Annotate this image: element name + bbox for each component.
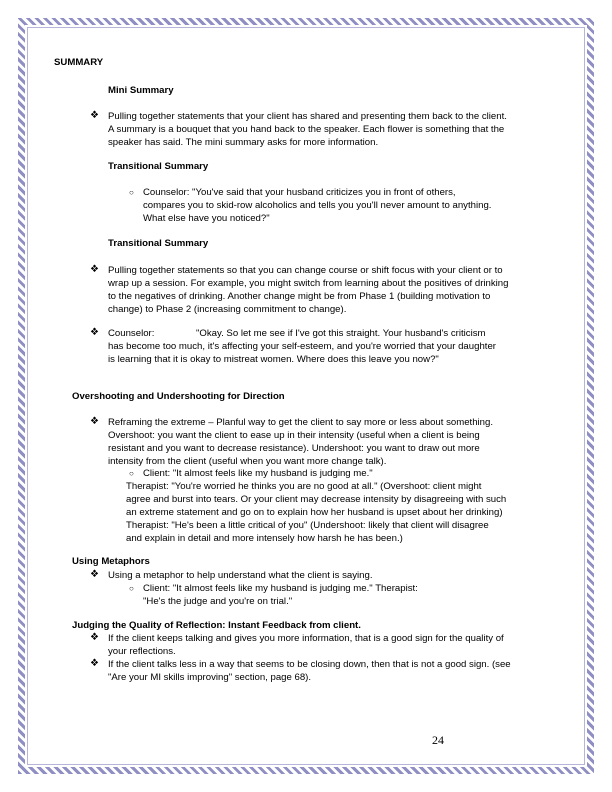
overshooting-heading: Overshooting and Undershooting for Direction <box>72 391 285 402</box>
transitional-line-4: change) to Phase 2 (increasing commitment to change). <box>108 304 347 315</box>
metaphors-heading: Using Metaphors <box>72 556 150 567</box>
overshooting-client-line: Client: "It almost feels like my husband is judging me." <box>143 468 373 479</box>
diamond-bullet-icon: ❖ <box>90 569 99 580</box>
judging-line-2: your reflections. <box>108 646 176 657</box>
transitional-example-line-1: Counselor: "You've said that your husband criticizes you in front of others, <box>143 187 456 198</box>
diamond-bullet-icon: ❖ <box>90 632 99 643</box>
judging-line-1: If the client keeps talking and gives you more information, that is a good sign for the quality of <box>108 633 504 644</box>
counselor-quote-line-2: has become too much, it's affecting your self-esteem, and you're worried that your daughter <box>108 341 496 352</box>
overshooting-example-line-4: Therapist: "He's been a little critical of you" (Undershoot: likely that client will disagree <box>126 520 489 531</box>
transitional-example-line-3: What else have you noticed?" <box>143 213 270 224</box>
overshooting-line-1: Reframing the extreme – Planful way to get the client to say more or less about something. <box>108 417 494 428</box>
diamond-bullet-icon: ❖ <box>90 658 99 669</box>
overshooting-line-4: intensity from the client (useful when you want more change talk). <box>108 456 387 467</box>
diamond-bullet-icon: ❖ <box>90 327 99 338</box>
judging-line-4: "Are your MI skills improving" section, page 68). <box>108 672 312 683</box>
circle-bullet-icon: ○ <box>129 469 134 478</box>
overshooting-example-line-2: agree and burst into tears. Or your client may decrease intensity by disagreeing with such <box>126 494 507 505</box>
judging-line-3: If the client talks less in a way that seems to be closing down, then that is not a good sign. (see <box>108 659 511 670</box>
overshooting-example-line-3: an extreme statement and go on to explain how her husband is upset about her drinking) <box>126 507 503 518</box>
overshooting-line-3: resistant and you want to decrease resistance). Undershoot: you want to draw out more <box>108 443 480 454</box>
mini-summary-line-1: Pulling together statements that your client has shared and presenting them back to the client. <box>108 111 507 122</box>
diamond-bullet-icon: ❖ <box>90 264 99 275</box>
diamond-bullet-icon: ❖ <box>90 416 99 427</box>
transitional-example-line-2: compares you to skid-row alcoholics and tells you you'll never amount to anything. <box>143 200 492 211</box>
transitional-summary-heading-1: Transitional Summary <box>108 161 209 172</box>
transitional-line-1: Pulling together statements so that you can change course or shift focus with your client or to <box>108 265 503 276</box>
transitional-line-2: wrap up a session. For example, you might switch from learning about the positives of drinking <box>108 278 509 289</box>
counselor-label: Counselor: <box>108 328 155 339</box>
metaphors-example-line-1: Client: "It almost feels like my husband is judging me." Therapist: <box>143 583 418 594</box>
mini-summary-line-3: speaker has said. The mini summary asks for more information. <box>108 137 379 148</box>
metaphors-example-line-2: "He's the judge and you're on trial." <box>143 596 293 607</box>
counselor-quote-line-3: is learning that it is okay to mistreat women. Where does this leave you now?" <box>108 354 439 365</box>
overshooting-example-line-5: and explain in detail and more intensely how harsh he has been.) <box>126 533 403 544</box>
transitional-summary-heading-2: Transitional Summary <box>108 238 209 249</box>
counselor-quote-line-1: "Okay. So let me see if I've got this straight. Your husband's criticism <box>196 328 486 339</box>
mini-summary-line-2: A summary is a bouquet that you hand back to the speaker. Each flower is something that the <box>108 124 505 135</box>
summary-heading: SUMMARY <box>54 57 104 68</box>
diamond-bullet-icon: ❖ <box>90 110 99 121</box>
transitional-line-3: to the negatives of drinking. Another change might be from Phase 1 (building motivation to <box>108 291 491 302</box>
overshooting-line-2: Overshoot: you want the client to ease up in their intensity (useful when a client is being <box>108 430 480 441</box>
circle-bullet-icon: ○ <box>129 584 134 593</box>
overshooting-example-line-1: Therapist: "You're worried he thinks you are no good at all." (Overshoot: client might <box>126 481 482 492</box>
circle-bullet-icon: ○ <box>129 188 134 197</box>
metaphors-line: Using a metaphor to help understand what the client is saying. <box>108 570 373 581</box>
mini-summary-heading: Mini Summary <box>108 85 174 96</box>
judging-heading: Judging the Quality of Reflection: Instant Feedback from client. <box>72 620 361 631</box>
page-number: 24 <box>432 733 444 747</box>
